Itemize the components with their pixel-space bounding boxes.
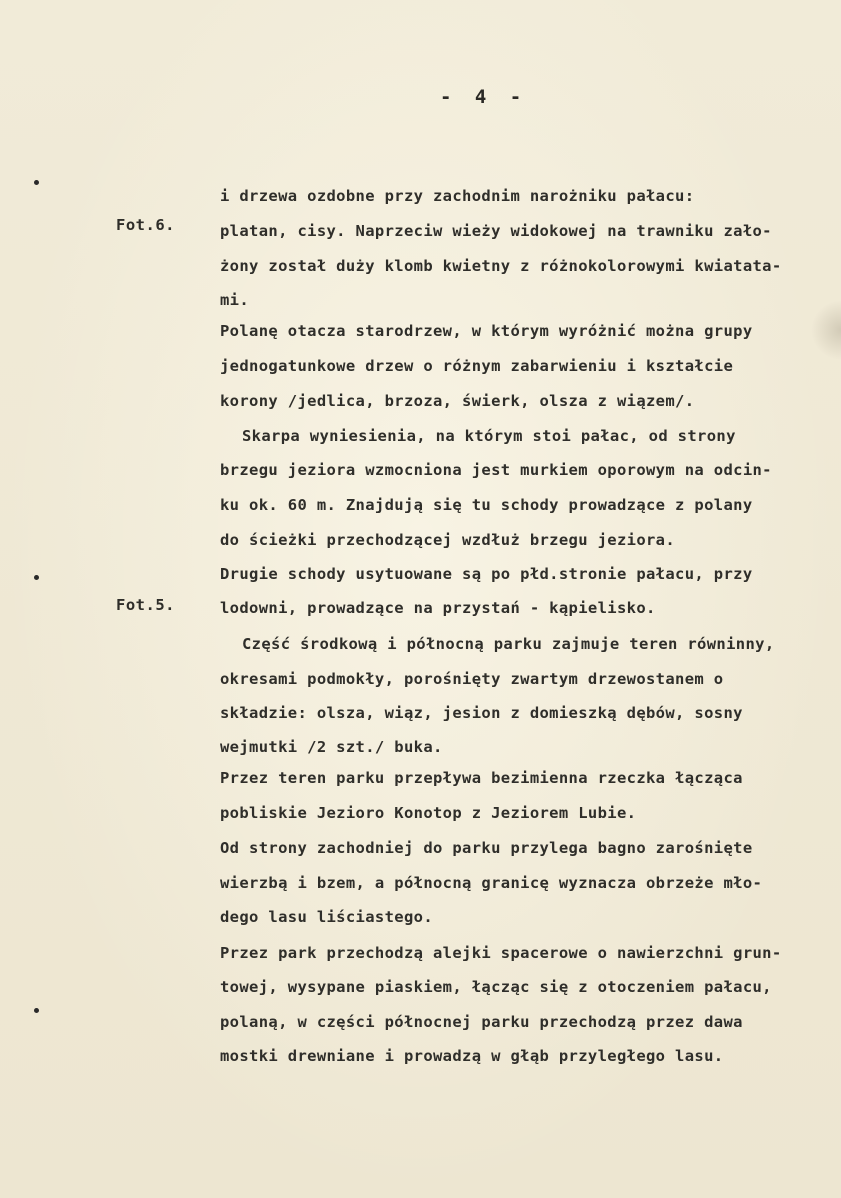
- text-line: Od strony zachodniej do parku przylega bagno zarośnięte: [220, 839, 753, 857]
- text-line: Skarpa wyniesienia, na którym stoi pałac, od strony: [242, 427, 736, 445]
- text-line: platan, cisy. Naprzeciw wieży widokowej na trawniku zało-: [220, 222, 772, 240]
- punch-hole-mark: [34, 575, 39, 580]
- text-line: brzegu jeziora wzmocniona jest murkiem oporowym na odcin-: [220, 461, 772, 479]
- text-line: korony /jedlica, brzoza, świerk, olsza z wiązem/.: [220, 392, 695, 410]
- text-line: towej, wysypane piaskiem, łącząc się z otoczeniem pałacu,: [220, 978, 772, 996]
- punch-hole-mark: [34, 180, 39, 185]
- text-line: pobliskie Jezioro Konotop z Jeziorem Lubie.: [220, 804, 637, 822]
- text-line: wierzbą i bzem, a północną granicę wyznacza obrzeże mło-: [220, 874, 763, 892]
- text-line: lodowni, prowadzące na przystań - kąpielisko.: [220, 599, 656, 617]
- text-line: Przez park przechodzą alejki spacerowe o nawierzchni grun-: [220, 944, 782, 962]
- text-line: dego lasu liściastego.: [220, 908, 433, 926]
- text-line: do ścieżki przechodzącej wzdłuż brzegu jeziora.: [220, 531, 676, 549]
- text-line: mostki drewniane i prowadzą w głąb przyległego lasu.: [220, 1047, 724, 1065]
- margin-note-fot5: Fot.5.: [116, 596, 175, 614]
- text-line: Przez teren parku przepływa bezimienna rzeczka łącząca: [220, 769, 743, 787]
- text-line: ku ok. 60 m. Znajdują się tu schody prowadzące z polany: [220, 496, 753, 514]
- text-line: i drzewa ozdobne przy zachodnim narożniku pałacu:: [220, 187, 695, 205]
- text-line: Drugie schody usytuowane są po płd.stronie pałacu, przy: [220, 565, 753, 583]
- text-line: Część środkową i północną parku zajmuje teren równinny,: [242, 635, 775, 653]
- text-line: jednogatunkowe drzew o różnym zabarwieniu i kształcie: [220, 357, 734, 375]
- punch-hole-mark: [34, 1008, 39, 1013]
- paper-edge-shadow: [811, 300, 841, 360]
- page-number: - 4 -: [440, 86, 528, 108]
- text-line: wejmutki /2 szt./ buka.: [220, 738, 443, 756]
- text-line: polaną, w części północnej parku przechodzą przez dawa: [220, 1013, 743, 1031]
- text-line: Polanę otacza starodrzew, w którym wyróżnić można grupy: [220, 322, 753, 340]
- text-line: mi.: [220, 291, 250, 309]
- text-line: składzie: olsza, wiąz, jesion z domieszką dębów, sosny: [220, 704, 743, 722]
- text-line: żony został duży klomb kwietny z różnokolorowymi kwiatata-: [220, 257, 782, 275]
- margin-note-fot6: Fot.6.: [116, 216, 175, 234]
- text-line: okresami podmokły, porośnięty zwartym drzewostanem o: [220, 670, 724, 688]
